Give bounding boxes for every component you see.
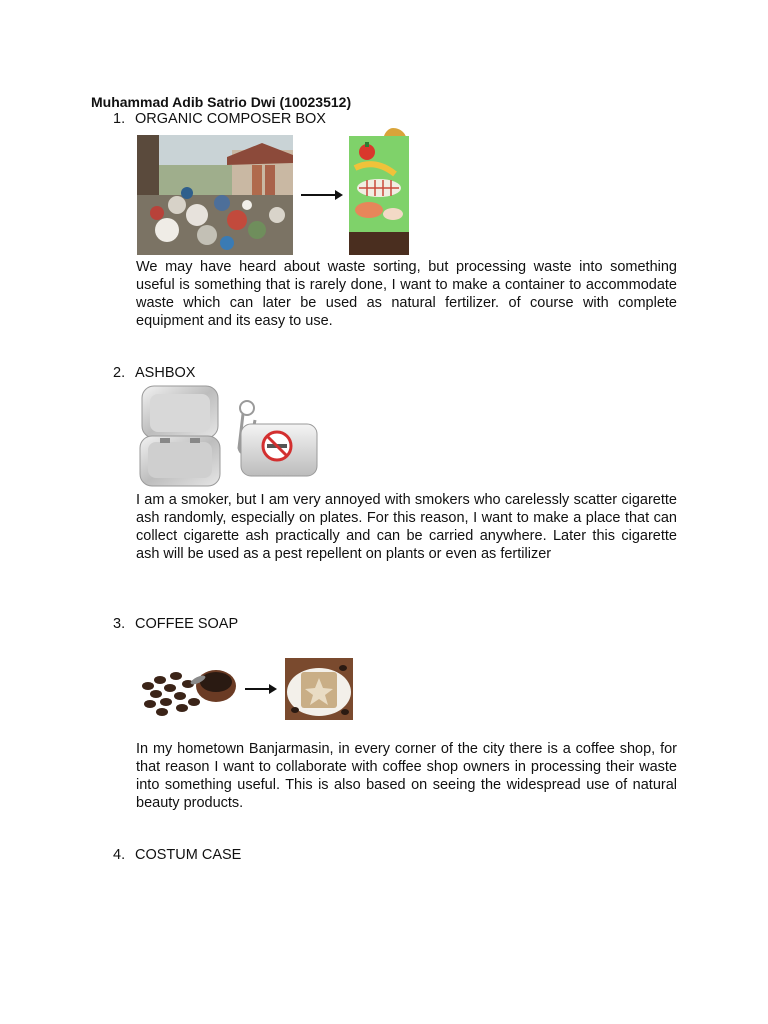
item-3-heading [113, 616, 413, 634]
item-1-number: 1. [113, 111, 126, 127]
item-3-description: In my hometown Banjarmasin, in every corner of the city there is a coffee shop, for that reason I want to collaborate with coffee shop owners in processing their waste into something useful. This is also based on seeing the widespread use of natural beauty products. [136, 741, 677, 811]
item-1-title: ORGANIC COMPOSER BOX [135, 111, 326, 127]
item-2-title: ASHBOX [135, 365, 196, 381]
arrow-icon [245, 688, 275, 690]
item-4-title: COSTUM CASE [135, 847, 242, 863]
author-name: Muhammad Adib Satrio Dwi (10023512) [91, 94, 352, 110]
item-4-heading [113, 847, 413, 865]
item-2-heading [113, 365, 413, 383]
item-2-number: 2. [113, 365, 126, 381]
item-3-title: COFFEE SOAP [135, 616, 239, 632]
metal-tin-box-photo [136, 384, 224, 488]
ashbox-keychain-photo [233, 398, 319, 478]
coffee-soap-photo [285, 658, 353, 720]
item-2-description: I am a smoker, but I am very annoyed with smokers who carelessly scatter cigarette ash randomly, especially on plates. For this reason, I want to make a place that can collect cigarette ash practically and can be carried anywhere. Later this cigarette ash will be used as a pest repellent on plants or even as fertilizer [136, 492, 677, 562]
arrow-icon [301, 194, 341, 196]
coffee-beans-photo [136, 660, 238, 720]
garbage-dump-photo [137, 135, 293, 255]
item-3-number: 3. [113, 616, 126, 632]
compost-box-illustration [345, 128, 417, 255]
item-1-heading [113, 111, 413, 129]
item-1-description: We may have heard about waste sorting, but processing waste into something useful is something that is rarely done, I want to make a container to accommodate waste which can later be used as natural fertilizer. of course with complete equipment and its easy to use. [136, 259, 677, 329]
item-4-number: 4. [113, 847, 126, 863]
